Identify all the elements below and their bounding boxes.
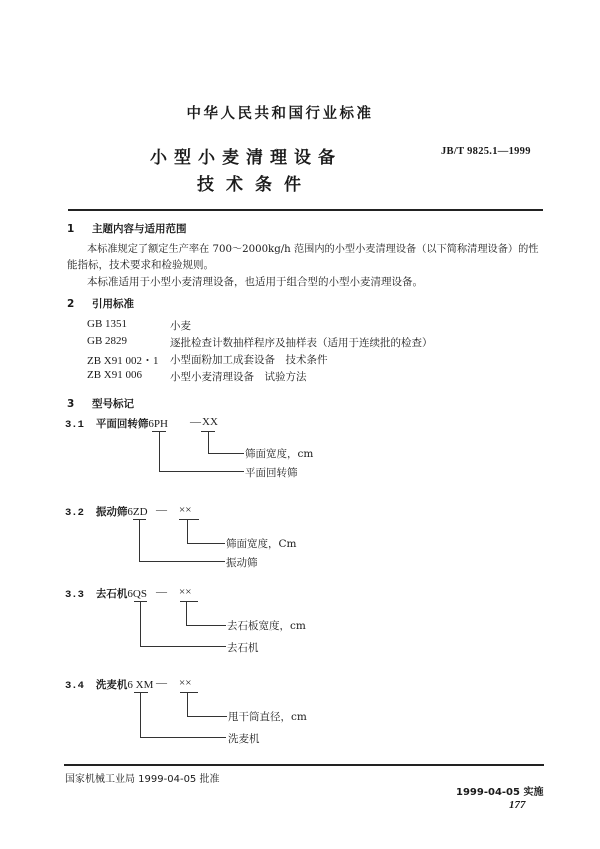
leader-line xyxy=(186,625,226,626)
section-1-heading xyxy=(67,221,187,236)
approval-line: 国家机械工业局 1999-04-05 批准 xyxy=(65,774,220,785)
type-label: 平面回转筛 xyxy=(245,467,298,479)
reference-row xyxy=(87,352,159,368)
variable-label: 甩干筒直径，cm xyxy=(228,711,307,723)
section-1-para2: 本标准适用于小型小麦清理设备，也适用于组合型的小型小麦清理设备。 xyxy=(87,276,423,288)
leader-line xyxy=(140,693,141,737)
model-3-4 xyxy=(65,677,153,692)
section-1-para1-line2: 能指标，技术要求和检验规则。 xyxy=(67,259,214,271)
model-dash: — xyxy=(190,416,201,428)
equipment-name: 振动筛 xyxy=(95,506,128,518)
issuing-category-text: 中华人民共和国行业标准 xyxy=(186,106,374,122)
leader-line xyxy=(140,646,226,647)
leader-line xyxy=(208,453,244,454)
model-dash: — xyxy=(156,586,167,598)
leader-line xyxy=(186,602,187,625)
section-3-heading xyxy=(67,396,134,411)
model-variable: ×× xyxy=(179,677,192,689)
model-variable: ×× xyxy=(179,504,192,516)
type-label: 去石机 xyxy=(227,642,259,654)
header-divider xyxy=(68,209,543,211)
leader-line xyxy=(159,471,244,472)
model-3-3 xyxy=(65,586,147,601)
reference-code: GB 1351 xyxy=(87,318,128,330)
model-code: 6 XM xyxy=(127,679,154,691)
bracket-line xyxy=(134,692,148,693)
section-title: 主题内容与适用范围 xyxy=(92,223,187,235)
leader-line xyxy=(187,543,225,544)
section-title: 型号标记 xyxy=(92,398,134,410)
reference-row xyxy=(87,318,127,330)
model-variable: XX xyxy=(202,416,218,428)
model-dash: — xyxy=(156,677,167,689)
model-code: 6QS xyxy=(127,588,147,600)
section-1-para1-line1: 本标准规定了额定生产率在 700～2000kg/h 范围内的小型小麦清理设备（以下简称清理设备）的性 xyxy=(87,244,539,255)
model-dash: — xyxy=(156,504,167,516)
subsection-number: 3.4 xyxy=(65,680,84,692)
leader-line xyxy=(159,432,160,472)
equipment-name: 去石机 xyxy=(95,588,128,600)
leader-line xyxy=(187,716,227,717)
leader-line xyxy=(140,602,141,646)
bracket-line xyxy=(180,601,198,602)
leader-line xyxy=(140,737,226,738)
reference-title: 小型面粉加工成套设备 技术条件 xyxy=(170,354,328,366)
bracket-line xyxy=(179,519,199,520)
document-title-line1: 小型小麦清理设备 xyxy=(150,148,342,168)
type-label: 洗麦机 xyxy=(228,733,260,745)
reference-row xyxy=(87,369,142,381)
model-3-2 xyxy=(65,504,148,519)
footer-divider xyxy=(64,764,544,766)
model-variable: ×× xyxy=(179,586,192,598)
type-label: 振动筛 xyxy=(226,557,258,569)
leader-line xyxy=(139,561,225,562)
standard-number: JB/T 9825.1—1999 xyxy=(441,146,531,157)
subsection-number: 3.2 xyxy=(65,507,84,519)
leader-line xyxy=(187,693,188,716)
equipment-name: 洗麦机 xyxy=(95,679,128,691)
section-number: 1 xyxy=(67,223,75,235)
reference-code: ZB X91 006 xyxy=(87,369,142,381)
leader-line xyxy=(139,520,140,562)
page-number: 177 xyxy=(509,799,526,811)
subsection-number: 3.1 xyxy=(65,419,84,431)
variable-label: 筛面宽度，cm xyxy=(245,448,314,460)
leader-line xyxy=(208,432,209,454)
reference-code: ZB X91 002・1 xyxy=(87,355,159,367)
reference-row xyxy=(87,335,127,347)
equipment-name: 平面回转筛 xyxy=(95,418,149,430)
model-code: 6PH xyxy=(148,418,168,430)
model-3-1 xyxy=(65,416,168,431)
variable-label: 去石板宽度，cm xyxy=(227,620,306,632)
section-number: 3 xyxy=(67,398,75,410)
bracket-line xyxy=(180,692,198,693)
reference-title: 小麦 xyxy=(170,320,191,332)
reference-title: 小型小麦清理设备 试验方法 xyxy=(170,371,307,383)
section-title: 引用标准 xyxy=(92,298,134,310)
reference-code: GB 2829 xyxy=(87,335,128,347)
leader-line xyxy=(187,520,188,543)
section-number: 2 xyxy=(67,298,75,310)
subsection-number: 3.3 xyxy=(65,589,84,601)
variable-label: 筛面宽度，Cm xyxy=(226,538,297,550)
section-2-heading xyxy=(67,296,134,311)
model-code: 6ZD xyxy=(127,506,148,518)
document-title-line2: 技术条件 xyxy=(197,175,313,195)
effective-date: 1999-04-05 实施 xyxy=(456,787,544,798)
reference-title: 逐批检查计数抽样程序及抽样表（适用于连续批的检查） xyxy=(170,337,433,349)
issuing-category xyxy=(0,102,600,123)
